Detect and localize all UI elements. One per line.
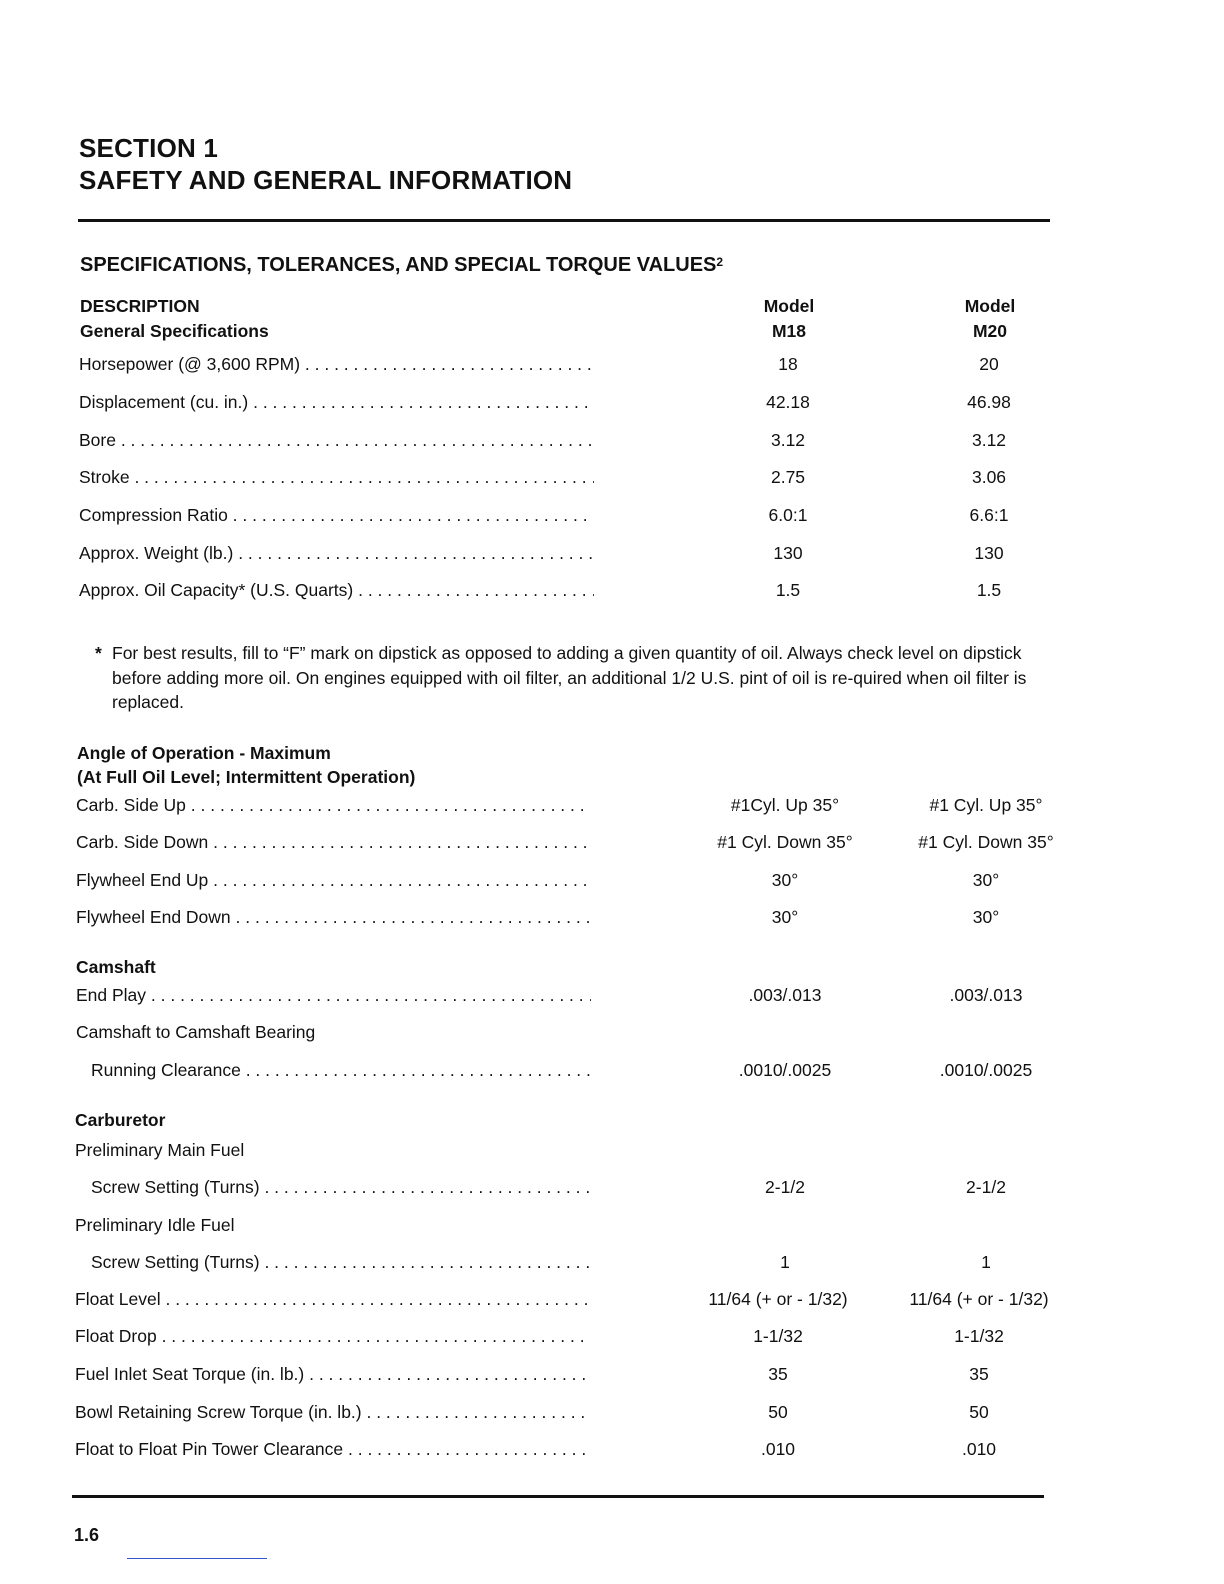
row-label: Float Drop . . .: [75, 1324, 590, 1348]
m20-value: 2-1/2: [966, 1177, 1006, 1197]
row-label: Float to Float Pin Tower Clearance . . .: [75, 1437, 590, 1461]
camshaft-title-text: Camshaft: [76, 957, 156, 977]
footnote-ref: 2: [716, 255, 724, 269]
m18-value: 50: [768, 1402, 788, 1422]
row-label: Screw Setting (Turns) . . .: [91, 1250, 591, 1274]
spec-heading: [80, 252, 723, 278]
m20-value: 46.98: [967, 392, 1011, 412]
section-number: SECTION 1: [79, 133, 219, 163]
m18-value: 42.18: [766, 392, 810, 412]
m20-value: 20: [979, 354, 999, 374]
m18-value: 2.75: [770, 467, 806, 487]
row-label: Approx. Weight (lb.) . . .: [79, 541, 594, 565]
m20-value: #1 Cyl. Down 35°: [918, 832, 1054, 852]
row-label: Preliminary Main Fuel: [75, 1140, 245, 1160]
footnote-text: For best results, fill to “F” mark on dipstick as opposed to adding a given quantity of oil. Always check level on dipstick before adding more oil. On engines equipped with oil filter, an additional 1/2 U.S. pint of oil is re-quired when oil filter is replaced.: [112, 643, 1027, 712]
m20-value: 30°: [972, 907, 1000, 927]
m18-value: .010: [760, 1439, 796, 1459]
m20-value: 130: [974, 543, 1004, 563]
m20-value: 1-1/32: [954, 1326, 1004, 1346]
section-title: [79, 132, 572, 196]
description-header: DESCRIPTION: [80, 296, 200, 316]
m18-value: 3.12: [770, 430, 806, 450]
carburetor-title-text: Carburetor: [75, 1110, 166, 1130]
m18-value: 1: [780, 1252, 790, 1272]
m20-model-label: Model: [964, 296, 1016, 316]
m20-value: .010: [961, 1439, 997, 1459]
m20-value: #1 Cyl. Up 35°: [929, 795, 1043, 815]
m18-value: 2-1/2: [765, 1177, 805, 1197]
footer-line: [127, 1558, 267, 1559]
m18-value: 6.0:1: [768, 505, 808, 525]
m18-value: 30°: [771, 870, 799, 890]
m20-value: 1: [981, 1252, 991, 1272]
row-label: Camshaft to Camshaft Bearing: [76, 1022, 316, 1042]
row-label: Compression Ratio . . .: [79, 503, 594, 527]
m20-value: 11/64 (+ or - 1/32): [909, 1289, 1049, 1309]
angle-title-line-2: (At Full Oil Level; Intermittent Operation): [77, 767, 416, 787]
footnote-star: *: [95, 643, 102, 663]
row-label: Float Level . . .: [75, 1287, 590, 1311]
m18-value: 1-1/32: [753, 1326, 803, 1346]
row-label: Horsepower (@ 3,600 RPM) . . .: [79, 352, 594, 376]
m20-value: 6.6:1: [969, 505, 1009, 525]
m20-value: 50: [969, 1402, 989, 1422]
m18-value: 30°: [771, 907, 799, 927]
m18-value: #1 Cyl. Down 35°: [717, 832, 853, 852]
m18-value: 35: [768, 1364, 788, 1384]
oil-footnote: [95, 641, 1040, 715]
row-label: Bowl Retaining Screw Torque (in. lb.) . . .: [75, 1400, 590, 1424]
m18-value: 18: [778, 354, 798, 374]
section-name: SAFETY AND GENERAL INFORMATION: [79, 165, 573, 195]
m20-value: .0010/.0025: [939, 1060, 1033, 1080]
row-label: Preliminary Idle Fuel: [75, 1215, 235, 1235]
row-label: Approx. Oil Capacity* (U.S. Quarts) . . .: [79, 578, 594, 602]
m20-value: 35: [969, 1364, 989, 1384]
row-label: Flywheel End Up . . .: [76, 868, 591, 892]
m20-value: 3.12: [971, 430, 1007, 450]
angle-title-line-1: Angle of Operation - Maximum: [77, 743, 331, 763]
m18-value: 11/64 (+ or - 1/32): [708, 1289, 848, 1309]
m18-value: .0010/.0025: [738, 1060, 832, 1080]
row-label: Bore . . .: [79, 428, 594, 452]
m18-value: 130: [773, 543, 803, 563]
m18-model-label: Model: [763, 296, 815, 316]
row-label: End Play . . .: [76, 983, 591, 1007]
m18-header: M18: [771, 321, 807, 341]
m20-value: 3.06: [971, 467, 1007, 487]
row-label: Displacement (cu. in.) . . .: [79, 390, 594, 414]
m18-value: .003/.013: [748, 985, 822, 1005]
row-label: Stroke . . .: [79, 465, 594, 489]
spec-heading-text: SPECIFICATIONS, TOLERANCES, AND SPECIAL TORQUE VALUES: [80, 254, 717, 276]
row-label: Carb. Side Down . . .: [76, 830, 591, 854]
row-label: Screw Setting (Turns) . . .: [91, 1175, 591, 1199]
row-label: Carb. Side Up . . .: [76, 793, 591, 817]
row-label: Running Clearance . . .: [91, 1058, 591, 1082]
m20-value: 1.5: [976, 580, 1002, 600]
m18-value: 1.5: [775, 580, 801, 600]
row-label: Fuel Inlet Seat Torque (in. lb.) . . .: [75, 1362, 590, 1386]
general-specs-header: General Specifications: [80, 321, 269, 341]
m20-value: .003/.013: [949, 985, 1023, 1005]
m18-value: #1Cyl. Up 35°: [730, 795, 840, 815]
bottom-rule: [72, 1495, 1044, 1498]
m20-header: M20: [972, 321, 1008, 341]
m20-value: 30°: [972, 870, 1000, 890]
top-rule: [78, 219, 1050, 222]
page-number: 1.6: [74, 1525, 100, 1545]
row-label: Flywheel End Down . . .: [76, 905, 591, 929]
